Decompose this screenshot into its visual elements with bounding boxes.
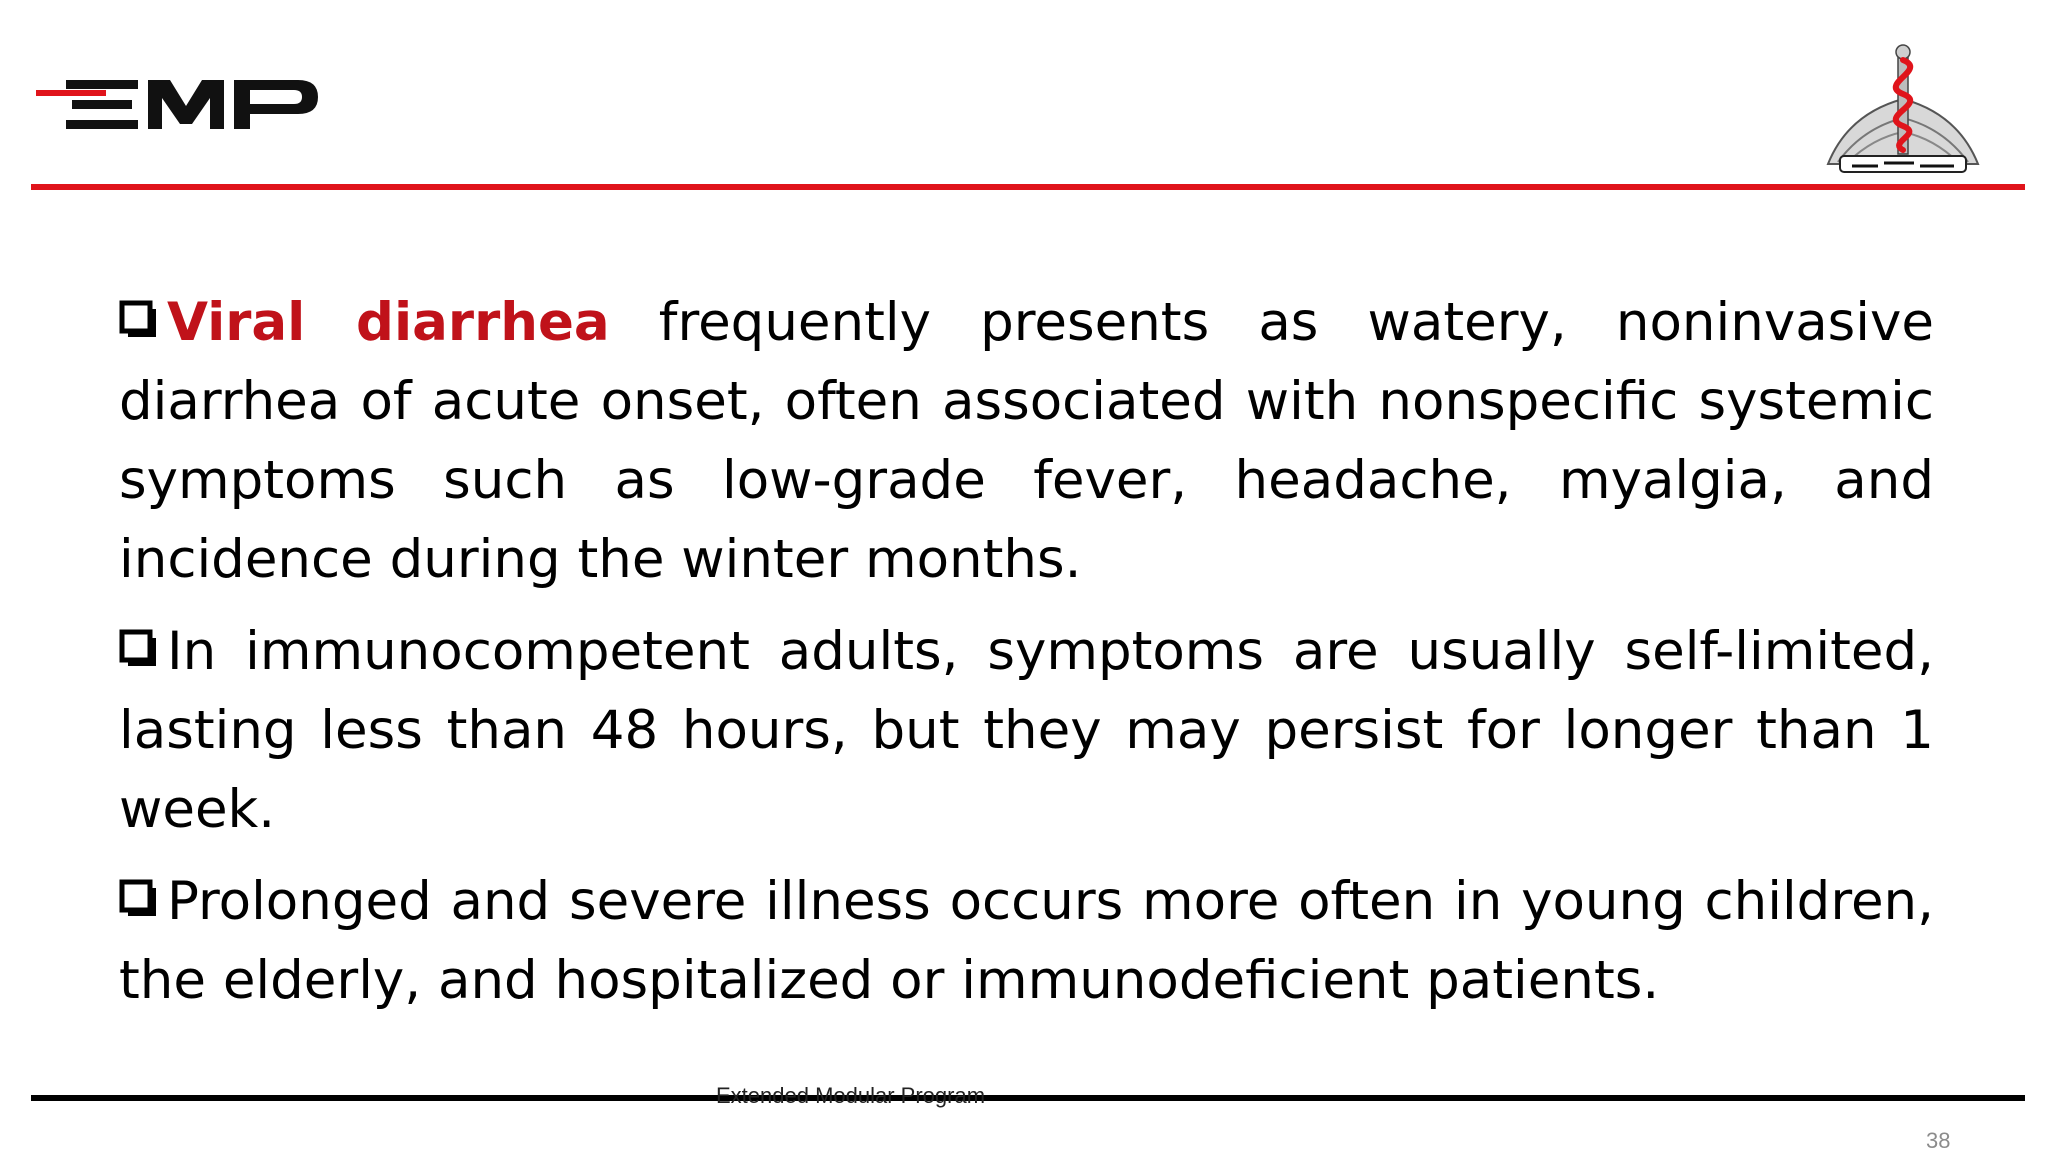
highlight-term: Viral diarrhea: [167, 292, 610, 353]
bullet-paragraph-3: [119, 862, 1934, 1020]
footer-program-name: Extended Modular Program: [716, 1083, 986, 1108]
paragraph-text: Prolonged and severe illness occurs more often in young children, the elderly, and hospitalized or immunodeficient patients.: [119, 871, 1934, 1011]
slide-body: [119, 283, 1934, 1033]
checkbox-square-icon: [119, 300, 161, 342]
bullet-paragraph-2: [119, 612, 1934, 849]
checkbox-square-icon: [119, 879, 161, 921]
bullet-paragraph-1: [119, 283, 1934, 599]
paragraph-text: frequently presents as watery, noninvasive diarrhea of acute onset, often associated with nonspecific systemic symptoms such as low-grade fever, headache, myalgia, and incidence during the winter months.: [119, 292, 1934, 590]
checkbox-square-icon: [119, 629, 161, 671]
footer-divider: [31, 1095, 2025, 1101]
emp-logo: [36, 80, 346, 130]
header-divider: [31, 184, 2025, 190]
page-number: 38: [1926, 1128, 1951, 1152]
faculty-seal-logo: [1818, 44, 1988, 176]
paragraph-text: In immunocompetent adults, symptoms are usually self-limited, lasting less than 48 hours, but they may persist for longer than 1 week.: [119, 621, 1934, 840]
